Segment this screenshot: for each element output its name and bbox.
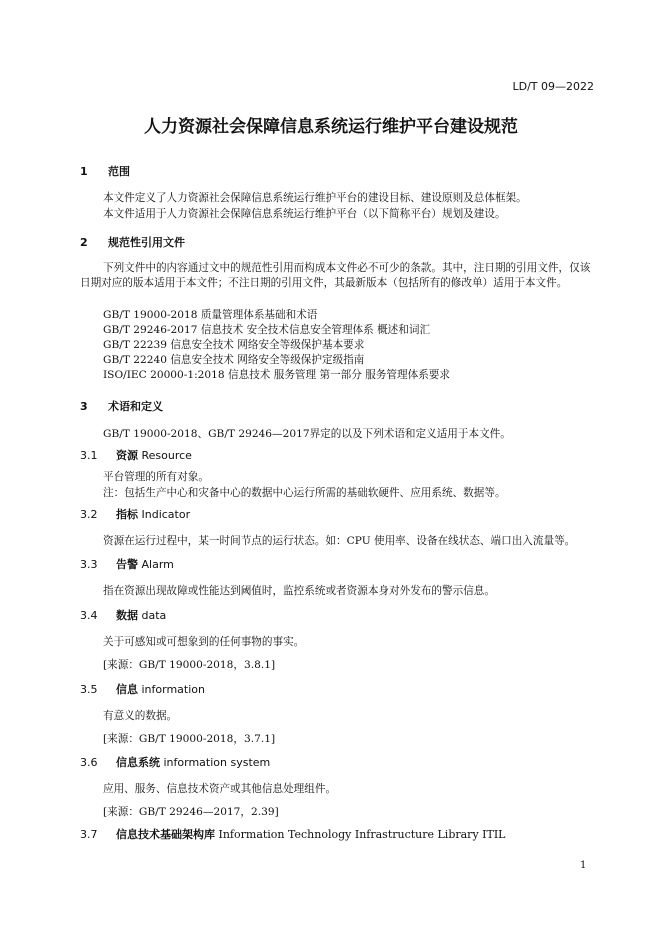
section-2-heading	[80, 234, 185, 250]
term-source: [来源：GB/T 19000-2018，3.8.1]	[103, 659, 276, 671]
document-id: LD/T 09—2022	[512, 80, 594, 93]
section-title: 规范性引用文件	[108, 236, 185, 249]
term-english: Alarm	[141, 558, 174, 571]
section-3-heading	[80, 398, 163, 414]
term-number: 3.3	[80, 558, 98, 571]
term-definition: 有意义的数据。	[103, 710, 178, 722]
term-heading	[80, 826, 506, 842]
term-english: data	[141, 609, 167, 622]
term-source: [来源：GB/T 19000-2018，3.7.1]	[103, 733, 276, 745]
section-title: 范围	[108, 165, 130, 178]
reference-item: GB/T 22240 信息安全技术 网络安全等级保护定级指南	[103, 354, 365, 366]
term-heading	[80, 681, 205, 697]
term-name: 指标	[116, 508, 138, 521]
term-source: [来源：GB/T 29246—2017，2.39]	[103, 806, 279, 818]
reference-item: GB/T 19000-2018 质量管理体系基础和术语	[103, 309, 318, 321]
term-name: 信息系统	[116, 756, 160, 769]
term-heading	[80, 754, 270, 770]
term-name: 数据	[116, 609, 138, 622]
paragraph: 本文件定义了人力资源社会保障信息系统运行维护平台的建设目标、建设原则及总体框架。	[103, 192, 527, 204]
term-number: 3.7	[80, 828, 98, 841]
reference-item: GB/T 22239 信息安全技术 网络安全等级保护基本要求	[103, 339, 365, 351]
term-definition: 应用、服务、信息技术资产或其他信息处理组件。	[103, 783, 337, 795]
term-definition: 资源在运行过程中，某一时间节点的运行状态。如：CPU 使用率、设备在线状态、端口出入流量等。	[103, 535, 576, 547]
term-heading	[80, 556, 174, 572]
term-english: information system	[163, 756, 271, 769]
term-note: 注：包括生产中心和灾备中心的数据中心运行所需的基础软硬件、应用系统、数据等。	[103, 487, 506, 499]
term-number: 3.1	[80, 449, 98, 462]
section-title: 术语和定义	[108, 400, 163, 413]
document-title: 人力资源社会保障信息系统运行维护平台建设规范	[144, 117, 518, 137]
section-number: 2	[80, 236, 88, 249]
term-heading	[80, 447, 192, 463]
section-number: 3	[80, 400, 88, 413]
paragraph: GB/T 19000-2018、GB/T 29246—2017界定的以及下列术语和定义适用于本文件。	[103, 428, 511, 440]
term-name: 告警	[116, 558, 138, 571]
term-name: 资源	[116, 449, 138, 462]
term-english: information	[141, 683, 205, 696]
term-definition: 关于可感知或可想象到的任何事物的事实。	[103, 636, 305, 648]
term-name: 信息技术基础架构库	[116, 828, 215, 841]
term-definition: 平台管理的所有对象。	[103, 471, 209, 483]
term-name: 信息	[116, 683, 138, 696]
term-number: 3.2	[80, 508, 98, 521]
term-number: 3.4	[80, 609, 98, 622]
section-number: 1	[80, 165, 88, 178]
reference-item: ISO/IEC 20000-1:2018 信息技术 服务管理 第一部分 服务管理体系要求	[103, 369, 450, 381]
reference-item: GB/T 29246-2017 信息技术 安全技术信息安全管理体系 概述和词汇	[103, 324, 431, 336]
term-english: Information Technology Infrastructure Library ITIL	[218, 828, 506, 841]
section-1-heading	[80, 163, 130, 179]
term-number: 3.6	[80, 756, 98, 769]
term-english: Indicator	[141, 508, 191, 521]
term-number: 3.5	[80, 683, 98, 696]
paragraph: 本文件适用于人力资源社会保障信息系统运行维护平台（以下简称平台）规划及建设。	[103, 208, 506, 220]
term-definition: 指在资源出现故障或性能达到阈值时，监控系统或者资源本身对外发布的警示信息。	[103, 585, 495, 597]
page-number: 1	[580, 860, 587, 871]
term-heading	[80, 607, 166, 623]
term-english: Resource	[141, 449, 192, 462]
term-heading	[80, 506, 190, 522]
paragraph: 下列文件中的内容通过文中的规范性引用而构成本文件必不可少的条款。其中，注日期的引用文件，仅该日期对应的版本适用于本文件；不注日期的引用文件，其最新版本（包括所有的修改单）适用于本文件。	[80, 262, 591, 289]
